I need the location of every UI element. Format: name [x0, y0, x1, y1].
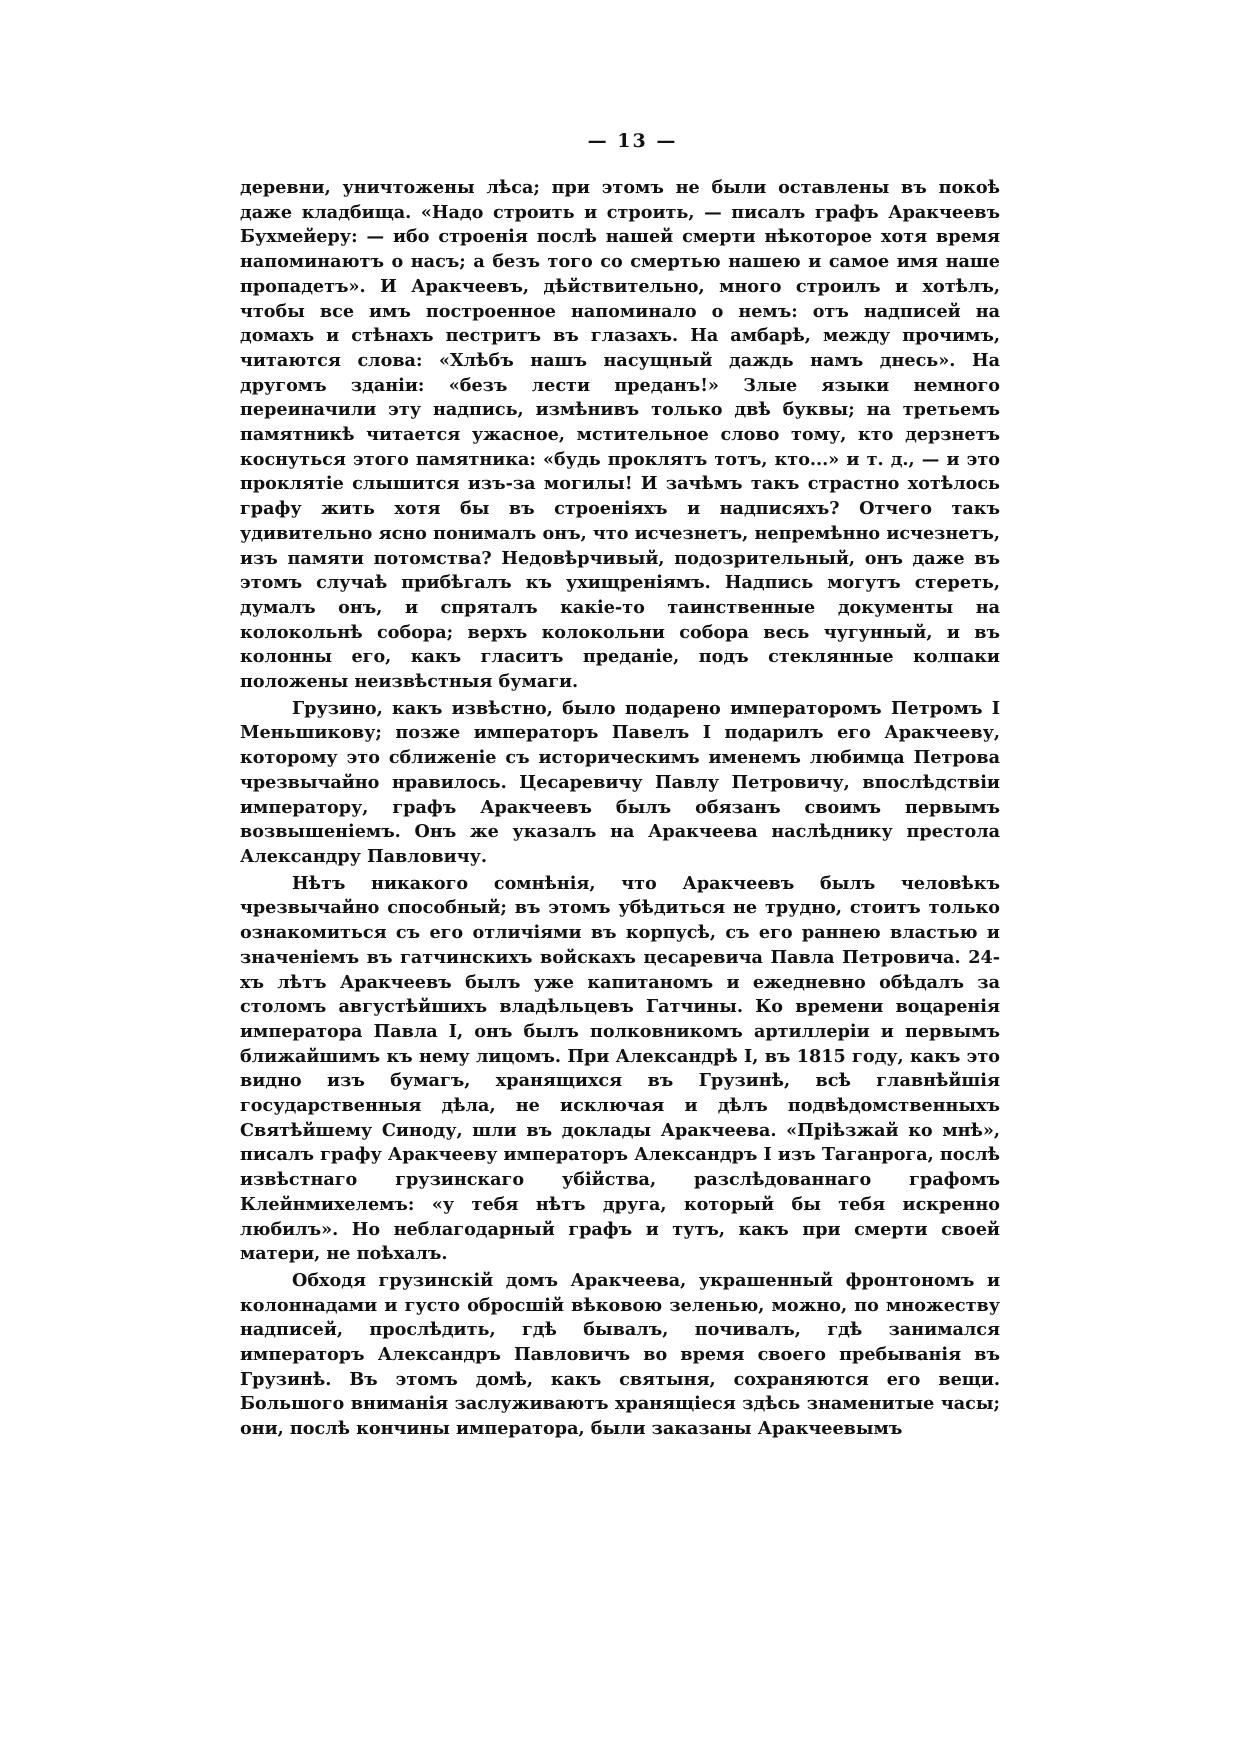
paragraph-3: Нѣтъ никакого сомнѣнія, что Аракчеевъ былъ человѣкъ чрезвычайно способный; въ этомъ убѣдиться не трудно, стоитъ только ознакомиться съ его отличіями въ корпусѣ, съ его раннею властью и значеніемъ въ гатчинскихъ войскахъ цесаревича Павла Петровича. 24-хъ лѣтъ Аракчеевъ былъ уже капитаномъ и ежедневно обѣдалъ за столомъ августѣйшихъ владѣльцевъ Гатчины. Ко времени воцаренія императора Павла I, онъ былъ полковникомъ артиллеріи и первымъ ближайшимъ къ нему лицомъ. При Александрѣ I, въ 1815 году, какъ это видно изъ бумагъ, хранящихся въ Грузинѣ, всѣ главнѣйшія государственныя дѣла, не исключая и дѣлъ подвѣдомственныхъ Святѣйшему Синоду, шли въ доклады Аракчеева. «Пріѣзжай ко мнѣ», писалъ графу Аракчееву императоръ Александръ I изъ Таганрога, послѣ извѣстнаго грузинскаго убійства, разслѣдованнаго графомъ Клейнмихелемъ: «у тебя нѣтъ друга, который бы тебя искренно любилъ». Но неблагодарный графъ и тутъ, какъ при смерти своей матери, не поѣхалъ. — [240, 872, 1000, 1265]
paragraph-2: Грузино, какъ извѣстно, было подарено императоромъ Петромъ I Меньшикову; позже императоръ Павелъ I подарилъ его Аракчееву, которому это сближеніе съ историческимъ именемъ любимца Петрова чрезвычайно нравилось. Цесаревичу Павлу Петровичу, впослѣдствіи императору, графъ Аракчеевъ былъ обязанъ своимъ первымъ возвышеніемъ. Онъ же указалъ на Аракчеева наслѣднику престола Александру Павловичу. — [240, 697, 1000, 867]
paragraph-4: Обходя грузинскій домъ Аракчеева, украшенный фронтономъ и колоннадами и густо обросшій вѣковою зеленью, можно, по множеству надписей, прослѣдить, гдѣ бывалъ, почивалъ, гдѣ занимался императоръ Александръ Павловичъ во время своего пребыванія въ Грузинѣ. Въ этомъ домѣ, какъ святыня, сохраняются его вещи. Большого вниманія заслуживаютъ хранящіеся здѣсь знаменитые часы; они, послѣ кончины императора, были заказаны Аракчеевымъ — [240, 1269, 1000, 1440]
paragraph-1: деревни, уничтожены лѣса; при этомъ не были оставлены въ покоѣ даже кладбища. «Надо строить и строить, — писалъ графъ Аракчеевъ Бухмейеру: — ибо строенія послѣ нашей смерти нѣкоторое хотя время напоминаютъ о насъ; а безъ того со смертью нашею и самое имя наше пропадетъ». И Аракчеевъ, дѣйствительно, много строилъ и хотѣлъ, чтобы все имъ построенное напоминало о немъ: отъ надписей на домахъ и стѣнахъ пестритъ въ глазахъ. На амбарѣ, между прочимъ, читаются слова: «Хлѣбъ нашъ насущный даждь намъ днесь». На другомъ зданіи: «безъ лести преданъ!» Злые языки немного переиначили эту надпись, измѣнивъ только двѣ буквы; на третьемъ памятникѣ читается ужасное, мстительное слово тому, кто дерзнетъ коснуться этого памятника: «будь проклятъ тотъ, кто...» и т. д., — и это проклятіе слышится изъ-за могилы! И зачѣмъ такъ страстно хотѣлось графу жить хотя бы въ строеніяхъ и надписяхъ? Отчего такъ удивительно ясно понималъ онъ, что исчезнетъ, непремѣнно исчезнетъ, изъ памяти потомства? Недовѣрчивый, подозрительный, онъ даже въ этомъ случаѣ прибѣгалъ къ ухищреніямъ. Надпись могутъ стереть, думалъ онъ, и спряталъ какіе-то таинственные документы на колокольнѣ собора; верхъ колокольни собора весь чугунный, и въ колонны его, какъ гласитъ преданіе, подъ стеклянные колпаки положены неизвѣстныя бумаги. — [240, 177, 1000, 693]
body-text — [240, 176, 1000, 1442]
page-number: — 13 — — [587, 130, 678, 152]
